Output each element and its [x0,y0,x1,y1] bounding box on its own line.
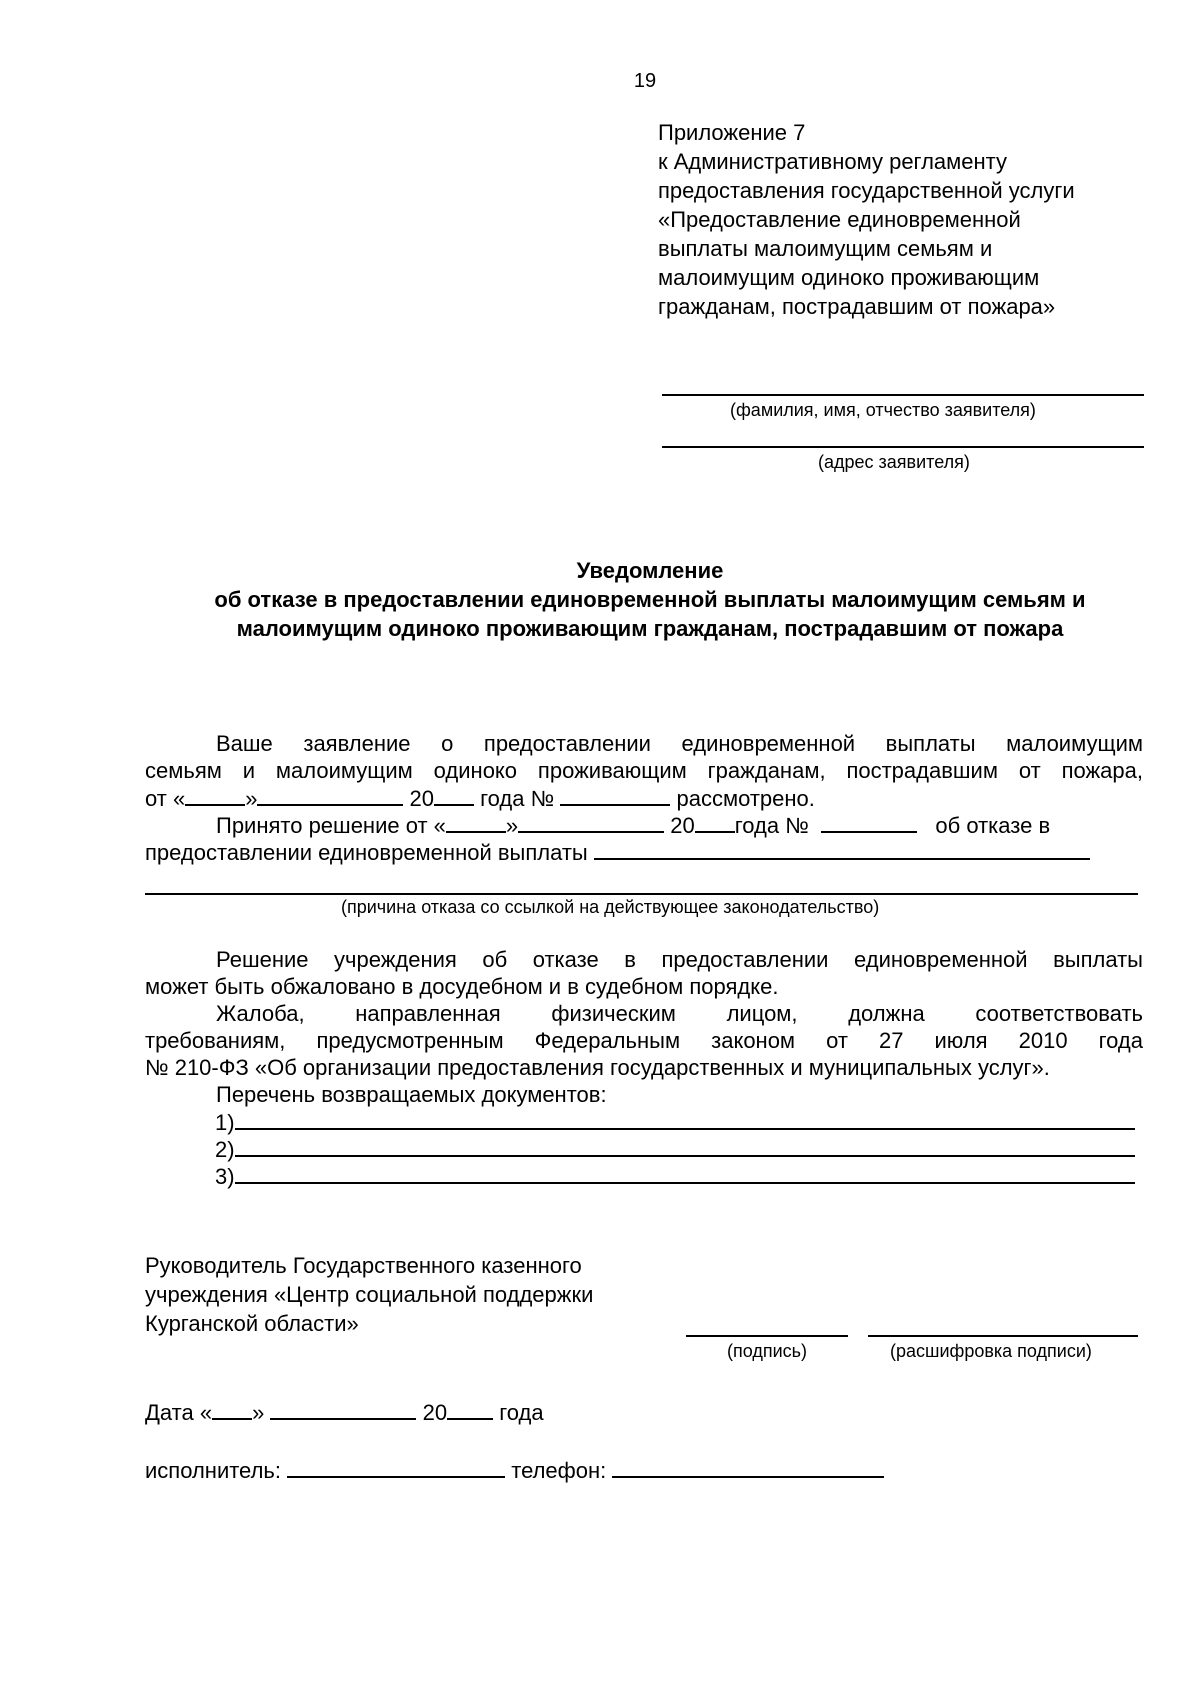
text-fragment: » [252,1400,265,1425]
appendix-line: гражданам, пострадавшим от пожара» [658,294,1056,319]
month-field[interactable] [270,1398,416,1420]
title-line: об отказе в предоставлении единовременной выплаты малоимущим семьям и [214,587,1086,612]
document-number: 1) [215,1110,235,1135]
appendix-header [658,118,1178,321]
appendix-line: «Предоставление единовременной [658,207,1021,232]
day-field[interactable] [212,1398,252,1420]
signature-line[interactable] [686,1335,848,1337]
document-field[interactable] [235,1108,1135,1130]
notice-title [100,556,1200,643]
applicant-address-line[interactable] [662,446,1144,448]
title-line: малоимущим одиноко проживающим гражданам, пострадавшим от пожара [236,616,1064,641]
year-field[interactable] [447,1398,493,1420]
document-item [215,1108,1135,1136]
signature-caption: (подпись) [727,1341,808,1361]
text-fragment: года № [734,813,809,838]
body-text-line: Решение учреждения об отказе в предоставлении единовременной выплаты [216,947,1143,972]
application-date-row [145,784,1143,812]
executor-label: исполнитель: [145,1458,281,1483]
document-item [215,1162,1135,1190]
documents-heading: Перечень возвращаемых документов: [216,1082,607,1107]
month-field[interactable] [257,784,403,806]
date-row [145,1398,1143,1426]
decision-row [216,811,1143,839]
body-text-line: требованиям, предусмотренным Федеральным законом от 27 июля 2010 года [145,1028,1143,1053]
signatory-line: Руководитель Государственного казенного [145,1253,582,1278]
text-fragment: об отказе в [935,813,1051,838]
text-fragment: 20 [422,1400,448,1425]
appendix-line: к Административному регламенту [658,149,1008,174]
text-fragment: года [499,1400,544,1425]
applicant-name-line[interactable] [662,394,1144,396]
text-fragment: Дата « [145,1400,213,1425]
reason-field-line[interactable] [145,893,1138,895]
reason-caption: (причина отказа со ссылкой на действующее законодательство) [341,897,880,917]
day-field[interactable] [446,811,506,833]
text-fragment: » [245,786,258,811]
executor-field[interactable] [287,1456,505,1478]
signatory-line: Курганской области» [145,1311,359,1336]
appendix-line: Приложение 7 [658,120,806,145]
text-fragment: Принято решение от « [216,813,446,838]
body-text-line: Жалоба, направленная физическим лицом, должна соответствовать [216,1001,1143,1026]
day-field[interactable] [185,784,245,806]
signatory-line: учреждения «Центр социальной поддержки [145,1282,594,1307]
text-fragment: предоставлении единовременной выплаты [145,840,588,865]
signature-decode-caption: (расшифровка подписи) [890,1341,1092,1361]
document-item [215,1135,1135,1163]
applicant-name-caption: (фамилия, имя, отчество заявителя) [730,400,1036,420]
executor-row [145,1456,1143,1484]
title-heading: Уведомление [576,558,724,583]
phone-field[interactable] [612,1456,884,1478]
number-field[interactable] [560,784,670,806]
text-fragment: рассмотрено. [670,786,815,811]
body-text-line: семьям и малоимущим одиноко проживающим гражданам, пострадавшим от пожара, [145,758,1143,783]
appendix-line: предоставления государственной услуги [658,178,1075,203]
year-field[interactable] [695,811,735,833]
body-text-line: № 210-ФЗ «Об организации предоставления государственных и муниципальных услуг». [145,1055,1050,1080]
text-fragment: от « [145,786,186,811]
text-fragment: года № [474,786,555,811]
phone-label: телефон: [511,1458,607,1483]
body-text-line: Ваше заявление о предоставлении единовременной выплаты малоимущим [216,731,1143,756]
appendix-line: выплаты малоимущим семьям и [658,236,993,261]
page-number: 19 [633,70,657,92]
reason-field[interactable] [594,838,1090,860]
applicant-address-caption: (адрес заявителя) [818,452,970,472]
document-number: 3) [215,1164,235,1189]
document-field[interactable] [235,1162,1135,1184]
appendix-line: малоимущим одиноко проживающим [658,265,1040,290]
month-field[interactable] [518,811,664,833]
body-text-line: может быть обжаловано в досудебном и в судебном порядке. [145,974,779,999]
document-number: 2) [215,1137,235,1162]
text-fragment: 20 [403,786,435,811]
decision-reason-row [145,838,1143,866]
year-field[interactable] [434,784,474,806]
text-fragment: » [505,813,519,838]
number-field[interactable] [821,811,917,833]
signature-decode-line[interactable] [868,1335,1138,1337]
signatory-block [145,1251,593,1338]
text-fragment: 20 [664,813,695,838]
document-field[interactable] [235,1135,1135,1157]
